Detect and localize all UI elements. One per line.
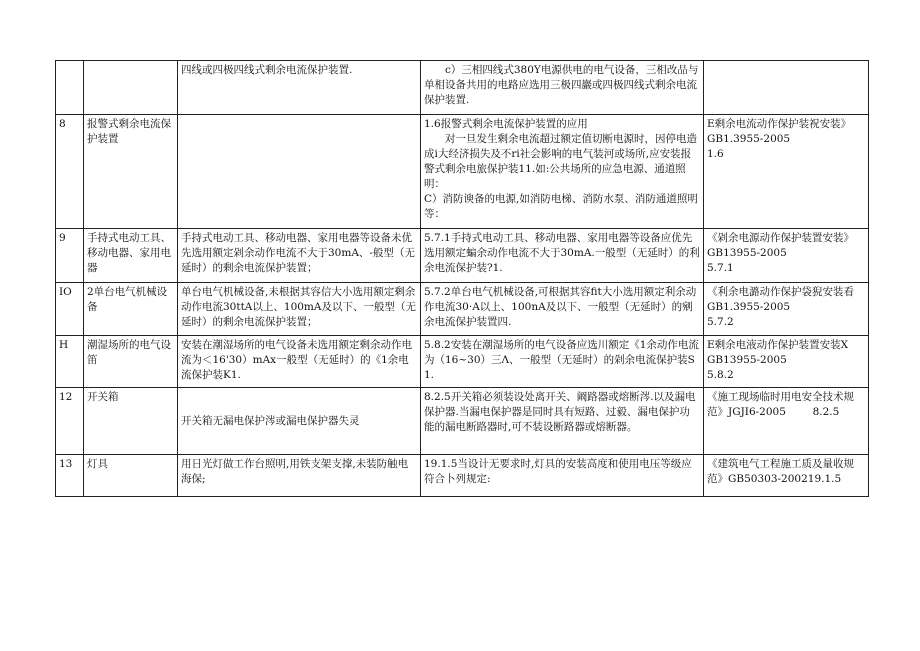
row-item: 灯具	[84, 455, 178, 497]
row-reference	[704, 336, 869, 388]
reference-clause: 5.8.2	[707, 369, 734, 381]
row-requirement	[421, 336, 704, 388]
row-item: 潮湿场所的电气设笛	[84, 336, 178, 388]
requirement-line: 5.8.2安装在潮湿场所的电气设备应选川额定《1余动作电流为（16~30）三Λ、一般型（无延时）的剁余电流保护装S1.	[424, 339, 699, 381]
row-item	[84, 61, 178, 115]
row-description: 开关箱无漏电保护涔或漏电保护器失灵	[178, 388, 421, 455]
row-reference	[704, 283, 869, 336]
reference-title: 《建筑电气工程施工质及量收规范》GB50303-200219.1.5	[707, 458, 854, 485]
row-item: 报警式剩余电流保护装置	[84, 115, 178, 229]
table-row	[56, 229, 869, 283]
reference-title: 《施工现场临时用电安全技术规范》JGJI6-2005 8.2.5	[707, 391, 854, 418]
row-item: 开关箱	[84, 388, 178, 455]
row-requirement	[421, 455, 704, 497]
row-number: 12	[56, 388, 84, 455]
reference-title: E剩余电液动作保护装置安装X	[707, 339, 849, 351]
reference-code: GB13955-2005	[707, 354, 787, 366]
reference-code: GB1.3955-2005	[707, 301, 791, 313]
reference-title: 《剁余电源动作保护装置安装》	[707, 232, 854, 244]
inspection-table	[55, 60, 869, 497]
requirement-line: 5.7.2单台电气机械设备,可根据其容fit大小选用额定利余动作电流30·A以上、100nA及以下、一般型（无延时）的剜余电流保护装置四.	[424, 286, 697, 328]
reference-code: GB13955-2005	[707, 247, 787, 259]
row-description: 四线或四极四线式剩余电流保护装置.	[178, 61, 421, 115]
row-number: H	[56, 336, 84, 388]
table-row	[56, 336, 869, 388]
row-reference	[704, 61, 869, 115]
row-item: 2单台电气机械设备	[84, 283, 178, 336]
table-row	[56, 61, 869, 115]
reference-clause: 5.7.2	[707, 316, 734, 328]
table-row	[56, 455, 869, 497]
row-reference	[704, 388, 869, 455]
row-reference	[704, 229, 869, 283]
row-item: 手持式电动工具、移动电器、家用电器	[84, 229, 178, 283]
reference-title: 《利余电潞动作保护袋猊安装看	[707, 286, 854, 298]
row-description	[178, 115, 421, 229]
row-description: 安装在潮湿场所的电气设备未选用额定剩余动作电流为＜16'30）mAx一般型（无延时）的《1余电流保护装K1.	[178, 336, 421, 388]
row-description: 单台电气机械设备,未根据其容信大小选用额定剩余动作电流30ttA以上、100mA及以下、一般型（无延时）的剩余电流保护装置；	[178, 283, 421, 336]
row-description: 用日光灯做工作台照明,用铁支架支撑,未装防触电海保;	[178, 455, 421, 497]
requirement-line: 19.1.5当设计无要求时,灯具的安装高度和使用电压等级应符合卜列规定:	[424, 458, 692, 485]
reference-clause: 5.7.1	[707, 262, 734, 274]
row-number: IO	[56, 283, 84, 336]
row-number: 9	[56, 229, 84, 283]
row-number	[56, 61, 84, 115]
requirement-line: 8.2.5开关箱必须装设处离开关、阚路器或熔断涔.以及漏电保护器.当漏电保护器是同时具有短路、过毅、漏电保护功能的漏电断路器时,可不装设断路器或熔断器。	[424, 391, 696, 433]
requirement-line: c）三相四线式380Y电源供电的电气设备，三相改品与单相设备共用的电路应选用三极四巖或四极四线式剩余电流保护装置.	[424, 64, 699, 106]
requirement-line: C）消防谀备的电源,如消防电梯、消防水泵、消防通道照明等：	[424, 193, 698, 220]
reference-code: GB1.3955-2005	[707, 133, 791, 145]
reference-title: E剩余电流动作保护装祝安装》	[707, 118, 852, 130]
row-requirement	[421, 115, 704, 229]
table-row	[56, 115, 869, 229]
row-description: 手持式电动工具、移动电器、家用电器等设备未优先选用额定剁余动作电流不大于30mA、-般型（无延时）的剩余电流保护装置；	[178, 229, 421, 283]
requirement-line: 对一旦发生剩余电流超过额定值切断电源时，因停电造成i大经济损失及不ri社会影响的电气装河或场所,应安装报警式剩余电旅保护装11.如:公共场所的应急电源、通道照明：	[424, 133, 697, 190]
row-requirement	[421, 388, 704, 455]
row-number: 13	[56, 455, 84, 497]
requirement-line: 1.6报警式剩余电流保护装置的应用	[424, 118, 588, 130]
row-requirement	[421, 61, 704, 115]
table-row	[56, 388, 869, 455]
row-requirement	[421, 229, 704, 283]
row-requirement	[421, 283, 704, 336]
reference-clause: 1.6	[707, 148, 724, 160]
row-number: 8	[56, 115, 84, 229]
requirement-line: 5.7.1手持式电动工具、移动电器、家用电器等设备应优先选用额定蝙余动作电流不大于30mA.一般型（无延时）的利余电流保护装?1.	[424, 232, 700, 274]
row-reference	[704, 115, 869, 229]
row-reference	[704, 455, 869, 497]
table-row	[56, 283, 869, 336]
